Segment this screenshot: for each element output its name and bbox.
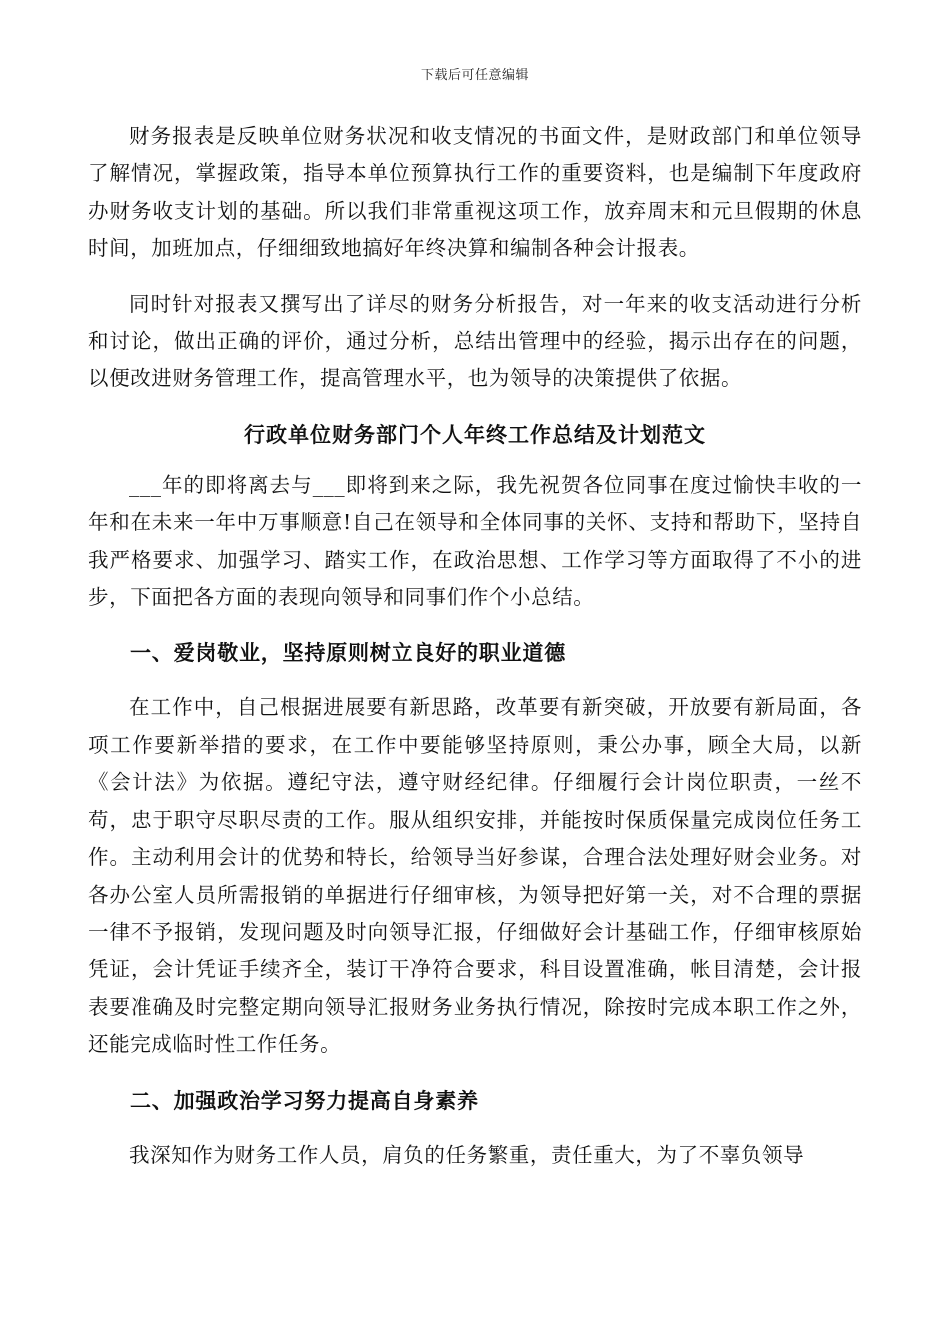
document-body — [88, 118, 862, 1174]
page-header-note: 下载后可任意编辑 — [420, 68, 529, 83]
section-1-heading: 一、爱岗敬业，坚持原则树立良好的职业道德 — [130, 640, 566, 666]
document-title: 行政单位财务部门个人年终工作总结及计划范文 — [244, 421, 706, 447]
paragraph-intro: ___年的即将离去与___即将到来之际，我先祝贺各位同事在度过愉快丰收的一年和在未来一年中万事顺意!自己在领导和全体同事的关怀、支持和帮助下，坚持自我严格要求、加强学习、踏实工作，在政治思想、工作学习等方面取得了不小的进步，下面把各方面的表现向领导和同事们作个小总结。 — [88, 472, 862, 610]
paragraph-analysis-report: 同时针对报表又撰写出了详尽的财务分析报告，对一年来的收支活动进行分析和讨论，做出正确的评价，通过分析，总结出管理中的经验，揭示出存在的问题，以便改进财务管理工作，提高管理水平，也为领导的决策提供了依据。 — [88, 291, 862, 391]
paragraph-financial-reports: 财务报表是反映单位财务状况和收支情况的书面文件，是财政部门和单位领导了解情况，掌握政策，指导本单位预算执行工作的重要资料，也是编制下年度政府办财务收支计划的基础。所以我们非常重视这项工作，放弃周末和元旦假期的休息时间，加班加点，仔细细致地搞好年终决算和编制各种会计报表。 — [88, 124, 862, 261]
section-1-body: 在工作中，自己根据进展要有新思路，改革要有新突破，开放要有新局面，各项工作要新举措的要求，在工作中要能够坚持原则，秉公办事，顾全大局，以新《会计法》为依据。遵纪守法，遵守财经纪律。仔细履行会计岗位职责，一丝不苟，忠于职守尽职尽责的工作。服从组织安排，并能按时保质保量完成岗位任务工作。主动利用会计的优势和特长，给领导当好参谋，合理合法处理好财会业务。对各办公室人员所需报销的单据进行仔细审核，为领导把好第一关，对不合理的票据一律不予报销，发现问题及时向领导汇报，仔细做好会计基础工作，仔细审核原始凭证，会计凭证手续齐全，装订干净符合要求，科目设置准确，帐目清楚，会计报表要准确及时完整定期向领导汇报财务业务执行情况，除按时完成本职工作之外，还能完成临时性工作任务。 — [88, 695, 862, 1057]
section-2-heading: 二、加强政治学习努力提高自身素养 — [130, 1087, 479, 1113]
section-2-body: 我深知作为财务工作人员，肩负的任务繁重，责任重大，为了不辜负领导 — [129, 1142, 805, 1167]
